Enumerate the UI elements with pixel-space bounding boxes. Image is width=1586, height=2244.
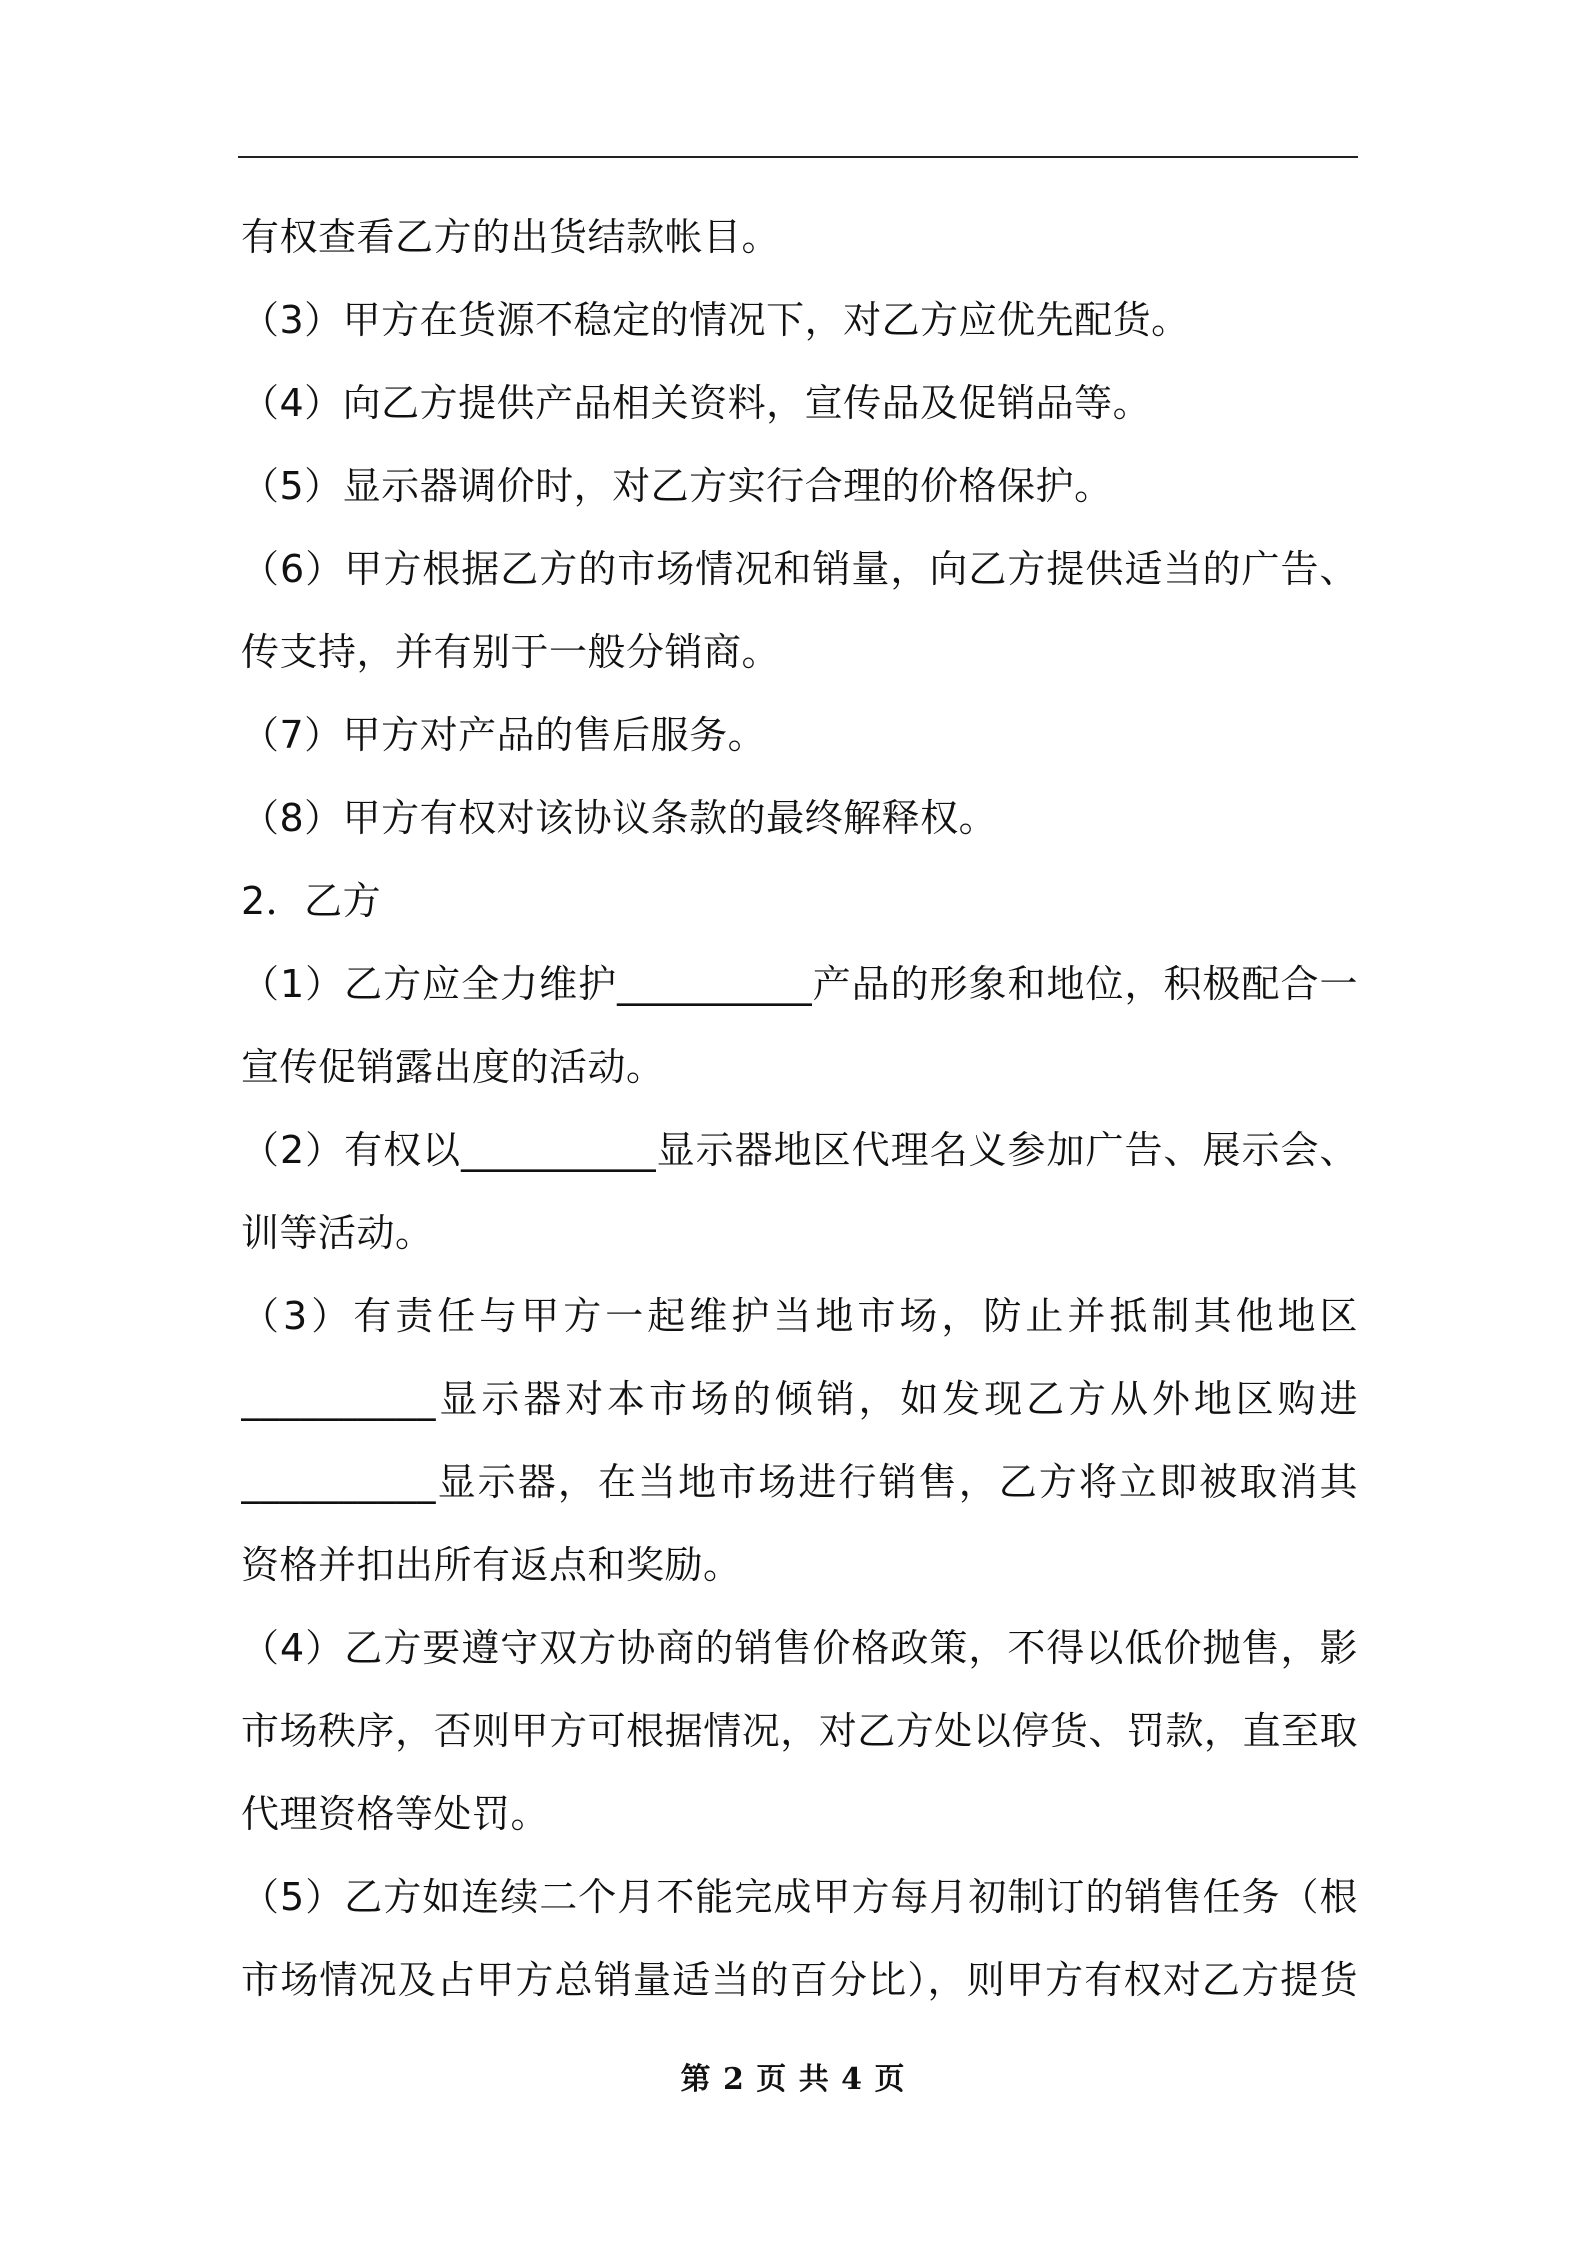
text-line-11: 宣传促销露出度的活动。 (241, 1045, 665, 1089)
page-footer: 第 2 页 共 4 页 (680, 2062, 906, 2097)
document-body (241, 196, 1358, 2022)
text-line-15: __________显示器对本市场的倾销，如发现乙方从外地区购进 (241, 1377, 1358, 1421)
text-line-6: 传支持，并有别于一般分销商。 (241, 630, 781, 674)
text-line-21: （5）乙方如连续二个月不能完成甲方每月初制订的销售任务（根 (241, 1875, 1358, 1919)
text-line-10: （1）乙方应全力维护__________产品的形象和地位，积极配合一 (241, 962, 1358, 1006)
header-rule (238, 156, 1358, 158)
text-line-5: （6）甲方根据乙方的市场情况和销量，向乙方提供适当的广告、 (241, 547, 1358, 591)
text-line-16: __________显示器，在当地市场进行销售，乙方将立即被取消其 (241, 1460, 1358, 1504)
text-line-1: 有权查看乙方的出货结款帐目。 (241, 215, 781, 259)
text-line-22: 市场情况及占甲方总销量适当的百分比），则甲方有权对乙方提货 (241, 1958, 1358, 2002)
text-line-12: （2）有权以__________显示器地区代理名义参加广告、展示会、 (241, 1128, 1358, 1172)
text-line-17: 资格并扣出所有返点和奖励。 (241, 1543, 742, 1587)
section-heading: 2．乙方 (241, 879, 382, 923)
text-line-4: （5）显示器调价时，对乙方实行合理的价格保护。 (241, 464, 1113, 508)
text-line-3: （4）向乙方提供产品相关资料，宣传品及促销品等。 (241, 381, 1152, 425)
text-line-2: （3）甲方在货源不稳定的情况下，对乙方应优先配货。 (241, 298, 1190, 342)
text-line-18: （4）乙方要遵守双方协商的销售价格政策，不得以低价抛售，影 (241, 1626, 1358, 1670)
text-line-14: （3）有责任与甲方一起维护当地市场，防止并抵制其他地区 (241, 1294, 1358, 1338)
text-line-7: （7）甲方对产品的售后服务。 (241, 713, 767, 757)
text-line-8: （8）甲方有权对该协议条款的最终解释权。 (241, 796, 998, 840)
text-line-20: 代理资格等处罚。 (241, 1792, 550, 1836)
text-line-19: 市场秩序，否则甲方可根据情况，对乙方处以停货、罚款，直至取 (241, 1709, 1358, 1753)
text-line-13: 训等活动。 (241, 1211, 434, 1255)
